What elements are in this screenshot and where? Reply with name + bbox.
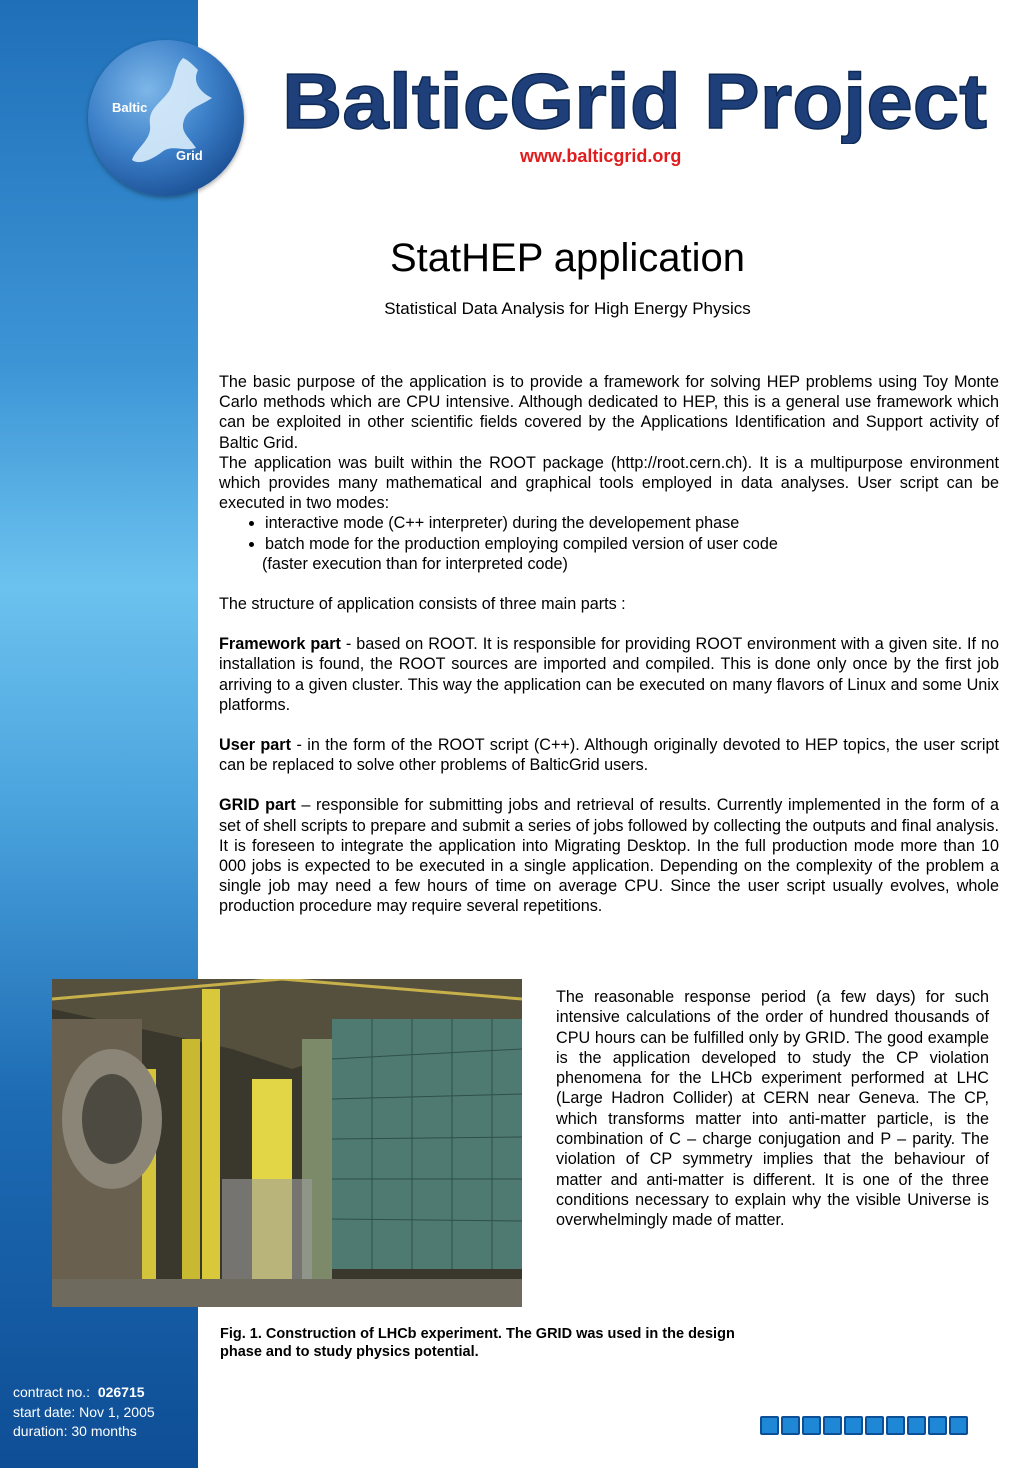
intro-paragraph-1: The basic purpose of the application is to provide a framework for solving HEP problems using Toy Monte Carlo methods which are CPU intensive. Although dedicated to HEP, this is a general use framework which can be exploited in other scientific fields covered by the Applications Identification and Support activity of Baltic Grid. xyxy=(219,373,999,452)
brand-title xyxy=(282,54,1002,144)
user-paragraph xyxy=(219,735,999,775)
brand-title-text: BalticGrid Project xyxy=(282,57,988,144)
structure-sentence: The structure of application consists of three main parts : xyxy=(219,595,626,614)
balticgrid-logo xyxy=(88,40,244,196)
duration: duration: 30 months xyxy=(13,1423,137,1439)
square-icon xyxy=(802,1416,821,1435)
list-item: • batch mode for the production employing compiled version of user code xyxy=(265,534,999,554)
figure-caption: Fig. 1. Construction of LHCb experiment. The GRID was used in the design phase and to study physics potential. xyxy=(220,1326,735,1360)
square-icon xyxy=(949,1416,968,1435)
grid-label: GRID part xyxy=(219,796,296,815)
framework-label: Framework part xyxy=(219,635,341,654)
logo-text-grid: Grid xyxy=(176,148,203,163)
website-link[interactable]: www.balticgrid.org xyxy=(520,146,682,166)
square-icon xyxy=(865,1416,884,1435)
square-icon xyxy=(844,1416,863,1435)
side-paragraph: The reasonable response period (a few days) for such intensive calculations of the order of hundred thousands of CPU hours can be fulfilled only by GRID. The good example is the application developed to study the CP violation phenomena for the LHCb experiment performed at LHC (Large Hadron Collider) at CERN near Geneva. The CP, which transforms matter into anti-matter particle, is the combination of C – charge conjugation and P – parity. The violation of CP symmetry implies that the behaviour of matter and anti-matter is different. It is one of the three conditions necessary to explain why the visible Universe is overwhelmingly made of matter. xyxy=(556,988,989,1230)
list-item: • interactive mode (C++ interpreter) during the developement phase xyxy=(265,513,999,533)
lhcb-construction-image xyxy=(52,979,522,1307)
user-label: User part xyxy=(219,736,292,755)
framework-paragraph xyxy=(219,634,999,715)
contract-info xyxy=(13,1383,155,1442)
square-icon xyxy=(823,1416,842,1435)
bullet-continuation: (faster execution than for interpreted code) xyxy=(262,554,568,573)
grid-text: – responsible for submitting jobs and retrieval of results. Currently implemented in the form of a set of shell scripts to prepare and submit a series of jobs followed by collecting the outputs and final analysis. It is foreseen to integrate the application into Migrating Desktop. In the full production mode more than 10 000 jobs is expected to be executed in a single application. Depending on the complexity of the problem a single job may need a few hours of time on average CPU. Since the user script usually evolves, whole production procedure may require several repetitions. xyxy=(219,796,999,916)
intro-paragraph-2: The application was built within the ROOT package (http://root.cern.ch). It is a multipurpose environment which provides many mathematical and graphical tools employed in data analyses. User script can be executed in two modes: xyxy=(219,453,999,513)
square-icon xyxy=(907,1416,926,1435)
contract-label: contract no.: xyxy=(13,1384,91,1400)
lhcb-photo xyxy=(52,979,522,1307)
page-title: StatHEP application xyxy=(389,236,746,280)
logo-shape-icon xyxy=(88,40,244,196)
framework-text: - based on ROOT. It is responsible for providing ROOT environment with a given site. If no installation is found, the ROOT sources are imported and compiled. This is done only once by the first job arriving to a given cluster. This way the application can be executed on many flavors of Linux and some Unix platforms. xyxy=(219,635,999,714)
user-text: - in the form of the ROOT script (C++). Although originally devoted to HEP topics, the user script can be replaced to solve other problems of BalticGrid users. xyxy=(219,736,1000,775)
square-icon xyxy=(781,1416,800,1435)
logo-text-baltic: Baltic xyxy=(112,100,148,115)
grid-paragraph xyxy=(219,795,999,916)
square-icon xyxy=(928,1416,947,1435)
contract-number-line xyxy=(13,1383,155,1403)
start-date: start date: Nov 1, 2005 xyxy=(13,1403,155,1420)
mode-list xyxy=(219,513,999,553)
square-icon xyxy=(760,1416,779,1435)
contract-number: 026715 xyxy=(97,1384,145,1400)
page-subtitle: Statistical Data Analysis for High Energy Physics xyxy=(384,299,751,318)
main-text xyxy=(219,372,999,917)
square-icon xyxy=(886,1416,905,1435)
decorative-squares xyxy=(760,1416,968,1435)
